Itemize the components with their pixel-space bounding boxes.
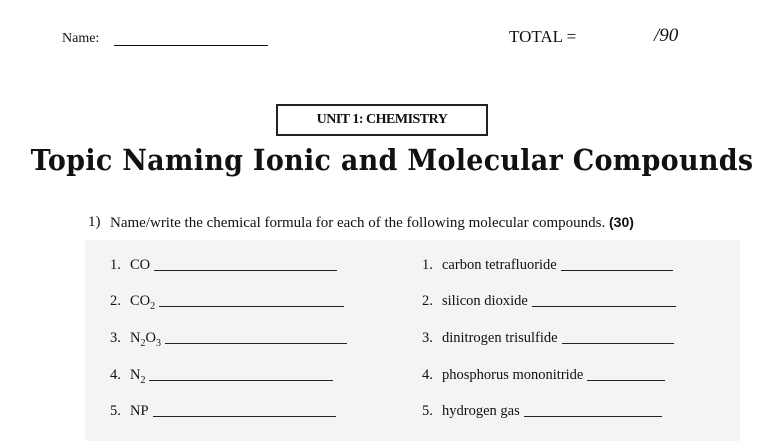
- compound-name: dinitrogen trisulfide: [442, 330, 558, 346]
- compound-name: hydrogen gas: [442, 403, 520, 419]
- list-item: [422, 257, 673, 274]
- answer-blank[interactable]: [153, 415, 336, 417]
- list-item: [110, 367, 333, 386]
- compound-name: silicon dioxide: [442, 293, 528, 309]
- list-item: [422, 403, 662, 420]
- item-number: 3.: [422, 330, 433, 346]
- item-number: 2.: [422, 293, 433, 309]
- item-number: 4.: [422, 367, 433, 383]
- item-number: 1.: [422, 257, 433, 273]
- item-number: 3.: [110, 330, 121, 346]
- item-number: 4.: [110, 367, 121, 383]
- question-instructions: Name/write the chemical formula for each of the following molecular compounds.: [110, 215, 606, 231]
- answer-blank[interactable]: [587, 379, 665, 381]
- formula: $N_2$: [130, 367, 146, 386]
- list-item: [110, 293, 344, 312]
- answer-blank[interactable]: [149, 379, 333, 381]
- question-text: [110, 214, 634, 232]
- total-label: TOTAL =: [509, 27, 577, 46]
- list-item: [422, 293, 676, 310]
- name-label: Name:: [62, 31, 100, 46]
- unit-label-box: [276, 104, 488, 136]
- list-item: [422, 330, 674, 347]
- compound-name: carbon tetrafluoride: [442, 257, 557, 273]
- answer-blank[interactable]: [562, 342, 674, 344]
- formula: NP: [130, 403, 149, 419]
- answer-blank[interactable]: [165, 342, 347, 344]
- answer-blank[interactable]: [524, 415, 662, 417]
- item-number: 5.: [110, 403, 121, 419]
- list-item: [110, 257, 337, 274]
- question-number: 1): [88, 214, 101, 230]
- unit-label: UNIT 1: CHEMISTRY: [316, 112, 448, 127]
- item-number: 2.: [110, 293, 121, 309]
- question-marks: (30): [609, 214, 634, 230]
- formula: $CO_2$: [130, 293, 156, 312]
- formula: CO: [130, 257, 151, 273]
- item-number: 1.: [110, 257, 121, 273]
- answer-blank[interactable]: [561, 269, 673, 271]
- list-item: [110, 330, 347, 349]
- answer-blank[interactable]: [154, 269, 337, 271]
- name-field[interactable]: [114, 45, 268, 46]
- formula: $N_2O_3$: [130, 330, 161, 349]
- list-item: [110, 403, 336, 420]
- item-number: 5.: [422, 403, 433, 419]
- answer-blank[interactable]: [532, 305, 676, 307]
- total-score: /90: [654, 25, 679, 46]
- answer-blank[interactable]: [159, 305, 344, 307]
- page-title: Topic Naming Ionic and Molecular Compounds: [30, 143, 754, 177]
- compound-name: phosphorus mononitride: [442, 367, 584, 383]
- list-item: [422, 367, 665, 384]
